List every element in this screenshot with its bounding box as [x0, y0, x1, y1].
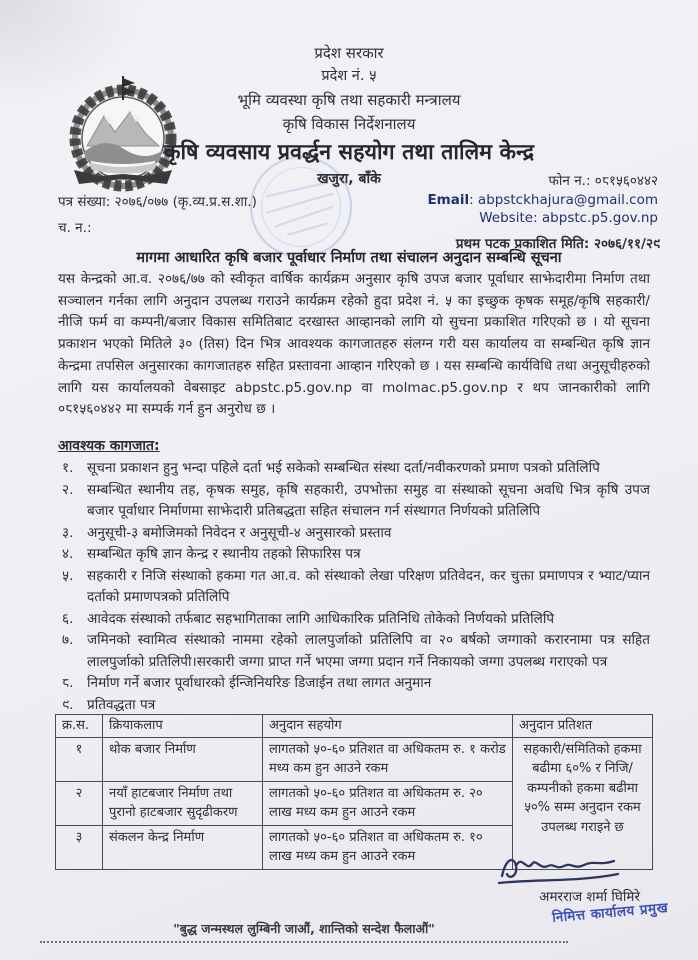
col-header-support: अनुदान सहयोग [263, 715, 513, 738]
required-documents-list [62, 458, 650, 716]
published-date: प्रथम पटक प्रकाशित मिति: २०७६/११/२९ [455, 236, 660, 252]
government-line: प्रदेश सरकार [314, 44, 384, 62]
letterhead [0, 46, 698, 186]
phone-number: फोन न.: ०८१५६०४४२ [548, 173, 658, 189]
table-row: ३ संकलन केन्द्र निर्माण लागतको ५०-६० प्रतिशत वा अधिकतम रु. १० लाख मध्य कम हुन आउने रकम [56, 825, 653, 869]
ministry-line: भूमि व्यवस्था कृषि तथा सहकारी मन्त्रालय [237, 90, 461, 109]
list-item: १. सूचना प्रकाशन हुनु भन्दा पहिले दर्ता भई सकेको सम्बन्धित संस्था दर्ता/नवीकरणको प्रमाण पत्रको प्रतिलिपि [62, 460, 600, 476]
list-item: ४. सम्बन्धित कृषि ज्ञान केन्द्र र स्थानीय तहको सिफारिस पत्र [62, 546, 361, 562]
email-label: Email [427, 192, 470, 208]
handwritten-signature [494, 851, 626, 889]
table-header-row [56, 715, 653, 738]
list-item: ७. जमिनको स्वामित्व संस्थाको नाममा रहेको लालपुर्जाको प्रतिलिपि वा २० बर्षको जग्गाको करारनामा पत्र सहित लालपुर्जाको प्रतिलिपी।सरकारी जग्गा प्राप्त गर्ने भएमा जग्गा प्रदान गर्ने निकायको जग्गा उपलब्ध गराएको पत्र [62, 632, 650, 670]
contact-block [427, 191, 658, 227]
province-line: प्रदेश नं. ५ [321, 68, 377, 84]
notice-body-paragraph: यस केन्द्रको आ.व. २०७६/७७ को स्वीकृत वार्षिक कार्यक्रम अनुसार कृषि उपज बजार पूर्वाधार साझेदारीमा निर्माण तथा सञ्चालन गर्नका लागि अनुदान उपलब्ध गराउने कार्यक्रम रहेको हुदा प्रदेश नं. ५ का इच्छुक कृषक समूह/कृषि सहकारी/नीजि फर्म वा कम्पनी/बजार विकास समितिबाट दरखास्त आव्हानको लागि यो सुचना प्रकाशित गरिएको छ । यो सूचना प्रकाशन भएको मितिले ३० (तिस) दिन भित्र आवश्यक कागजातहरु संलग्न गरी यस कार्यालय वा सम्बन्धित कृषि ज्ञान केन्द्रमा तपसिल अनुसारका कागजातहरु सहित प्रस्तावना आव्हान गरिएको छ । यस सम्बन्धि कार्यविधि तथा अनुसूचीहरुको लागि यस कार्यालयको वेबसाइट abpstc.p5.gov.np वा molmac.p5.gov.np र थप जानकारीको लागि ०८१५६०४४२ मा सम्पर्क गर्न हुन अनुरोध छ । [58, 271, 650, 418]
office-name: कृषि व्यवसाय प्रवर्द्धन सहयोग तथा तालिम केन्द्र [163, 139, 535, 165]
dispatch-number: च. न.: [58, 220, 92, 236]
notice-title: मागमा आधारित कृषि बजार पूर्वाधार निर्माण तथा संचालन अनुदान सम्बन्धि सूचना [136, 250, 562, 266]
website-line: Website: abpstc.p5.gov.np [479, 210, 658, 226]
signatory-name: अमरराज शर्मा घिमिरे [539, 889, 640, 905]
required-documents-heading: आवश्यक कागजात: [58, 438, 160, 454]
email-line [427, 191, 658, 209]
list-item: ६. आवेदक संस्थाको तर्फबाट सहभागिताका लागि आधिकारिक प्रतिनिधि तोकेको निर्णयको प्रतिलिपि [62, 610, 555, 627]
office-address: खजुरा, बाँके [317, 171, 381, 187]
footer-slogan: "बुद्ध जन्मस्थल लुम्बिनी जाऔं, शान्तिको सन्देश फैलाऔं" [40, 920, 568, 943]
email-value: : abpstckhajura@gmail.com [469, 192, 658, 208]
table-row: २ नयाँ हाटबजार निर्माण तथा पुरानो हाटबजार सुदृढीकरण लागतको ५०-६० प्रतिशत वा अधिकतम रु. २० लाख मध्य कम हुन आउने रकम [56, 781, 653, 825]
percent-merged-cell: सहकारी/समितिको हकमा बढीमा ६०% र निजि/कम्पनीको हकमा बढीमा ५०% सम्म अनुदान रकम उपलब्ध गराइने छ [513, 737, 653, 869]
list-item: ३. अनुसूची-३ बमोजिमको निवेदन र अनुसूची-४ अनुसारको प्रस्ताव [62, 524, 392, 541]
list-item: ९. प्रतिवद्धता पत्र [62, 696, 156, 713]
table-row: १ थोक बजार निर्माण लागतको ५०-६० प्रतिशत वा अधिकतम रु. १ करोड मध्य कम हुन आउने रकम सहकारी/समितिको हकमा बढीमा ६०% र निजि/कम्पनीको हकमा बढीमा ५०% सम्म अनुदान रकम उपलब्ध गराइने छ [56, 737, 653, 781]
list-item: ८. निर्माण गर्ने बजार पूर्वाधारको ईन्जिनियरिङ डिजाईन तथा लागत अनुमान [62, 675, 432, 691]
directorate-line: कृषि विकास निर्देशनालय [282, 114, 416, 133]
reference-number: पत्र संख्या: २०७६/०७७ (कृ.व्य.प्र.स.शा.) [58, 194, 257, 210]
list-item: २. सम्बन्धित स्थानीय तह, कृषक समुह, कृषि सहकारी, उपभोक्ता समुह वा संस्थाको सूचना अवधि भित्र कृषि उपज बजार पूर्वाधार निर्माणमा साझेदारी प्रतिबद्धता सहित संचालन गर्न संस्थागत निर्णयको प्रतिलिपि [62, 481, 650, 519]
col-header-activity: क्रियाकलाप [103, 715, 263, 738]
signatory-title-stamp: निमित्त कार्यालय प्रमुख [551, 899, 669, 927]
list-item: ५. सहकारी र निजि संस्थाको हकमा गत आ.व. को संस्थाको लेखा परिक्षण प्रतिवेदन, कर चुक्ता प्रमाणपत्र र भ्याट/प्यान दर्ताको प्रमाणपत्रको प्रतिलिपि [62, 567, 650, 605]
col-header-sn: क्र.स. [56, 715, 103, 738]
grant-support-table [55, 714, 653, 870]
col-header-percent: अनुदान प्रतिशत [513, 715, 653, 738]
